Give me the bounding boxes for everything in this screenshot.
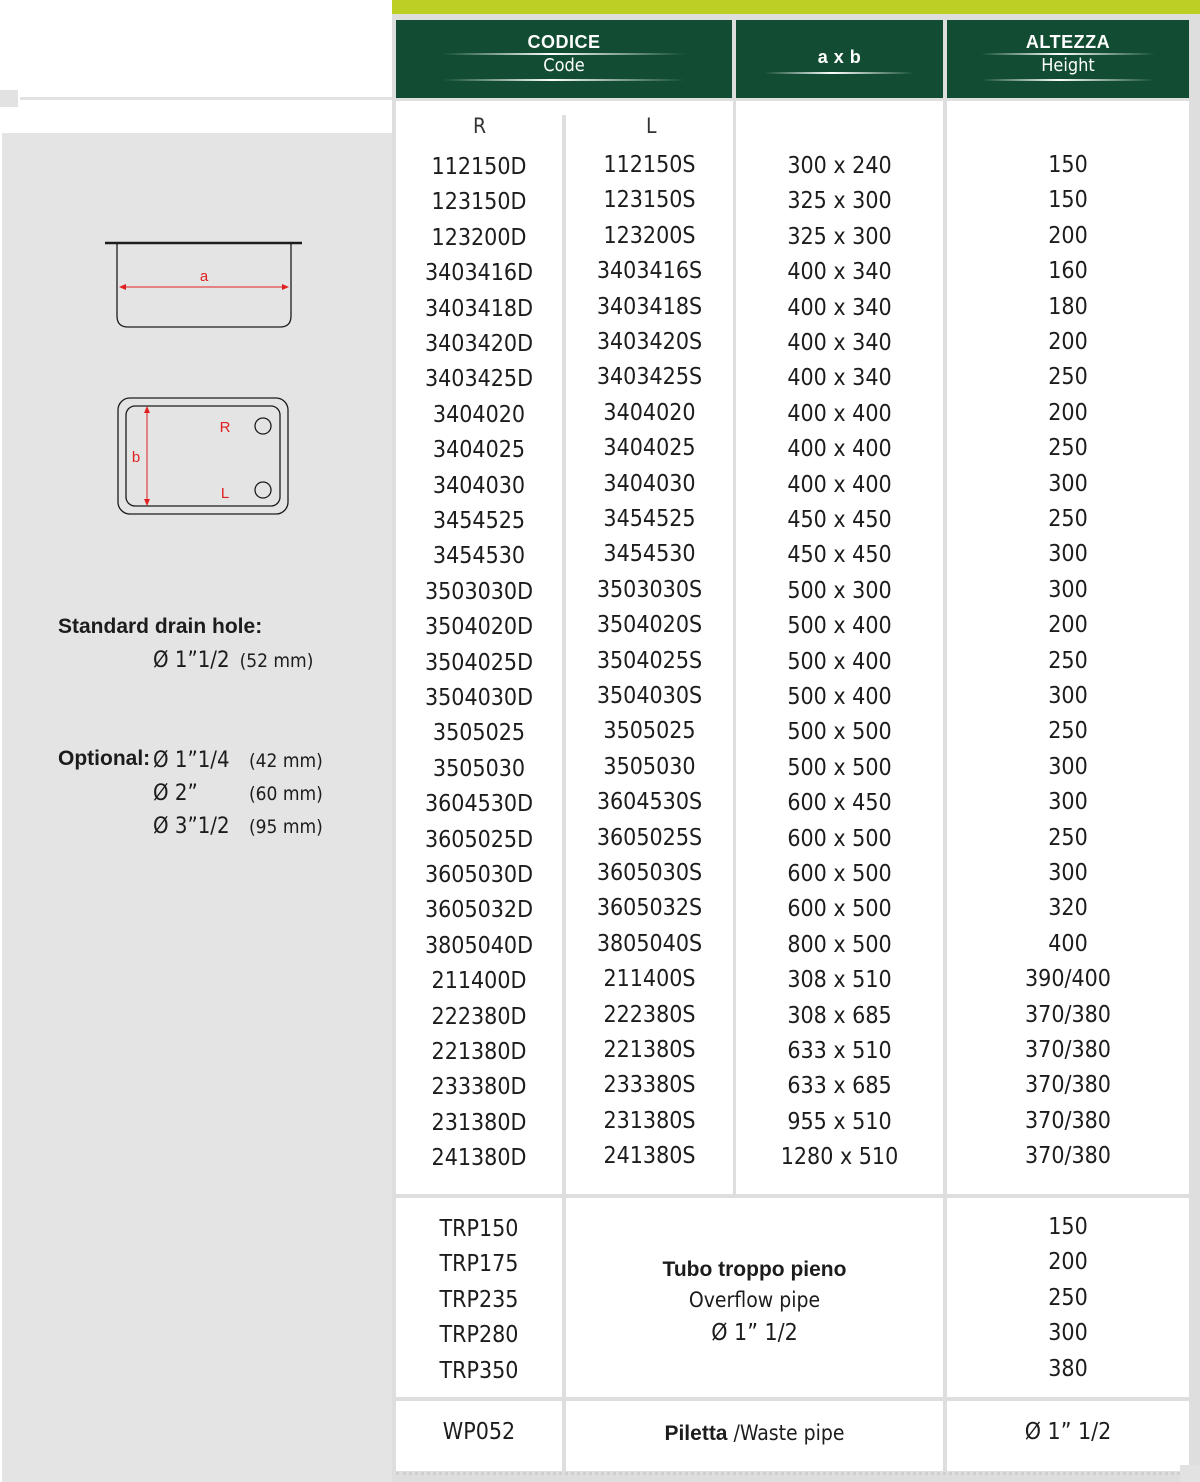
row-code-l: 123200S [603,222,696,249]
row-code-r: 222380D [431,1003,527,1030]
row-code-l: 3403418S [596,293,703,320]
row-code-l: 3605025S [596,824,703,851]
row-height: 150 [1048,152,1088,178]
row-size-axb: 400 x 340 [787,294,892,321]
left-drain-hole [255,482,271,498]
header-rule [20,97,392,100]
row-code-l: 3805040S [596,930,703,957]
row-height: 370/380 [1025,1037,1111,1063]
row-size-axb: 325 x 300 [787,188,892,215]
row-height: 370/380 [1025,1072,1111,1099]
overflow-height: 300 [1048,1320,1088,1347]
row-height: 300 [1048,576,1088,603]
overflow-diameter: Ø 1” 1/2 [711,1320,798,1346]
row-size-axb: 500 x 400 [787,613,892,640]
row-code-r: 3505030 [432,755,526,782]
overflow-subtitle: Overflow pipe [688,1288,821,1312]
row-height: 200 [1048,612,1088,639]
row-size-axb: 500 x 400 [787,684,892,710]
row-size-axb: 308 x 510 [787,967,892,994]
optional-drain-diameter: Ø 1”1/4 [153,748,230,773]
row-code-r: 123150D [431,189,527,216]
overflow-height: 150 [1048,1214,1088,1240]
row-size-axb: 400 x 400 [787,400,892,427]
row-size-axb: 600 x 500 [787,861,892,887]
row-code-l: 3504025S [596,647,703,674]
overflow-height: 200 [1048,1249,1088,1276]
overflow-height: 380 [1048,1355,1088,1382]
row-height: 300 [1048,683,1088,709]
row-code-l: 211400S [603,966,696,993]
optional-drain-mm: (42 mm) [249,750,323,772]
row-height: 390/400 [1025,966,1111,993]
dimension-a-label: a [199,268,209,285]
accent-bar [392,0,1200,14]
row-code-r: 241380D [431,1145,527,1172]
dimension-b-label: b [131,449,141,466]
row-size-axb: 400 x 340 [787,330,892,356]
standard-drain-diameter: Ø 1”1/2 [153,648,230,673]
row-size-axb: 600 x 500 [787,896,892,923]
row-size-axb: 600 x 500 [787,825,892,852]
row-code-l: 3404030 [603,470,696,497]
row-code-r: 3404025 [432,437,526,464]
row-code-l: 3404025 [603,435,696,462]
row-code-l: 3505030 [603,753,696,780]
row-code-r: 3403420D [424,331,534,357]
row-code-r: 3605025D [424,826,534,853]
right-drain-label: R [219,419,231,436]
row-code-l: 221380S [603,1037,696,1063]
row-size-axb: 325 x 300 [787,223,892,250]
header-swoosh [443,53,685,55]
row-size-axb: 500 x 300 [787,577,892,604]
row-size-axb: 1280 x 510 [780,1144,899,1171]
header-swoosh [443,79,685,81]
optional-drain-diameter: Ø 3”1/2 [153,814,230,839]
row-code-l: 3505025 [603,718,696,745]
row-code-l: 3503030S [596,576,703,603]
row-code-r: 3504025D [424,649,534,676]
header-swoosh [981,53,1155,55]
header-altezza [947,20,1189,98]
header-codice [396,20,732,98]
subheader-r: R [473,114,487,138]
row-height: 180 [1048,293,1088,320]
optional-label: Optional: [58,747,151,770]
row-code-l: 3404020 [603,399,696,426]
optional-drain-row [153,748,323,773]
waste-subtitle: /Waste pipe [733,1421,845,1445]
row-height: 200 [1048,399,1088,426]
row-code-r: 3403416D [424,260,534,287]
standard-drain-mm: (52 mm) [239,650,314,672]
row-code-r: 3454525 [432,508,526,534]
row-size-axb: 800 x 500 [787,931,892,958]
right-drain-hole [255,418,271,434]
row-height: 250 [1048,647,1088,674]
row-code-r: 3604530D [424,791,534,818]
row-height: 160 [1048,258,1088,285]
row-code-l: 222380S [603,1001,696,1028]
row-height: 250 [1048,824,1088,851]
row-size-axb: 633 x 685 [787,1073,892,1100]
row-height: 370/380 [1025,1001,1111,1028]
overflow-code: TRP280 [439,1322,519,1349]
row-code-r: 3605030D [424,862,534,888]
standard-drain-title: Standard drain hole: [58,615,263,638]
sink-top-diagram [112,392,296,522]
row-code-r: 3605032D [424,897,534,924]
row-code-l: 241380S [603,1143,696,1170]
row-code-r: 3504020D [424,614,534,641]
row-height: 300 [1048,470,1088,497]
row-code-l: 3403416S [596,258,703,285]
row-code-l: 233380S [603,1072,696,1099]
row-code-l: 231380S [603,1107,696,1134]
row-code-r: 231380D [431,1109,527,1136]
row-size-axb: 600 x 450 [787,790,892,817]
optional-drain-mm: (60 mm) [249,783,323,805]
header-swoosh [981,79,1155,81]
row-size-axb: 955 x 510 [787,1108,892,1135]
header-height-subtitle: Height [1041,55,1095,76]
header-axb-title: a x b [817,47,862,67]
row-height: 300 [1048,789,1088,816]
header-axb [736,20,943,98]
row-code-l: 3605032S [596,895,703,922]
row-size-axb: 400 x 400 [787,436,892,463]
waste-title: Piletta [664,1422,728,1445]
row-code-l: 3454525 [603,506,696,532]
row-code-r: 3504030D [424,685,534,711]
row-code-l: 3403420S [596,329,703,355]
row-height: 300 [1048,860,1088,886]
row-height: 200 [1048,329,1088,355]
row-height: 250 [1048,718,1088,745]
row-height: 370/380 [1025,1107,1111,1134]
row-code-r: 3454530 [432,543,526,570]
row-height: 250 [1048,364,1088,391]
row-code-r: 233380D [431,1074,527,1101]
row-size-axb: 400 x 400 [787,471,892,498]
row-size-axb: 300 x 240 [787,153,892,179]
row-height: 400 [1048,930,1088,957]
row-code-l: 3504030S [596,683,703,709]
left-drain-label: L [220,485,230,502]
row-height: 150 [1048,187,1088,214]
overflow-code: TRP350 [439,1357,519,1384]
corner-tab [0,90,18,107]
row-code-l: 3454530 [603,541,696,568]
corner-tab [1180,1465,1200,1482]
row-size-axb: 633 x 510 [787,1038,892,1064]
row-height: 370/380 [1025,1143,1111,1170]
row-size-axb: 500 x 500 [787,754,892,781]
overflow-title: Tubo troppo pieno [662,1258,847,1281]
row-height: 250 [1048,435,1088,462]
row-code-r: 211400D [431,968,527,995]
divider-gap [562,101,566,115]
row-height: 300 [1048,541,1088,568]
optional-drain-mm: (95 mm) [249,816,323,838]
overflow-code: TRP175 [439,1251,519,1278]
overflow-code: TRP150 [439,1216,519,1242]
row-code-r: 3805040D [424,932,534,959]
row-code-r: 3403418D [424,295,534,322]
row-height: 320 [1048,895,1088,922]
row-code-r: 3505025 [432,720,526,747]
optional-drain-diameter: Ø 2” [153,781,198,806]
row-size-axb: 500 x 400 [787,648,892,675]
overflow-code: TRP235 [439,1286,519,1313]
row-code-l: 3604530S [596,789,703,816]
row-code-l: 3504020S [596,612,703,639]
row-code-l: 3605030S [596,860,703,886]
overflow-height: 250 [1048,1284,1088,1311]
optional-drain-row [153,781,323,806]
row-code-r: 221380D [431,1039,527,1065]
row-size-axb: 450 x 450 [787,507,892,533]
row-size-axb: 450 x 450 [787,542,892,569]
header-code-subtitle: Code [543,55,585,76]
waste-code: WP052 [442,1419,516,1445]
row-size-axb: 400 x 340 [787,259,892,286]
row-size-axb: 500 x 500 [787,719,892,746]
row-size-axb: 400 x 340 [787,365,892,392]
row-height: 200 [1048,222,1088,249]
row-code-l: 112150S [603,152,696,178]
waste-diameter: Ø 1” 1/2 [1024,1419,1112,1445]
optional-drain-row [153,814,323,839]
header-codice-title: CODICE [527,32,601,52]
header-altezza-title: ALTEZZA [1025,32,1111,52]
header-swoosh [765,72,914,74]
row-height: 300 [1048,753,1088,780]
row-code-r: 3404030 [432,472,526,499]
row-code-r: 3403425D [424,366,534,393]
row-code-r: 3503030D [424,578,534,605]
row-code-l: 123150S [603,187,696,214]
row-code-l: 3403425S [596,364,703,391]
row-code-r: 123200D [431,224,527,251]
row-size-axb: 308 x 685 [787,1002,892,1029]
sink-side-diagram [100,236,310,336]
waste-description [566,1420,943,1447]
standard-drain-value [153,648,313,673]
row-code-r: 3404020 [432,401,526,428]
subheader-l: L [646,114,657,138]
dotted-footer-rule [396,1472,1186,1475]
row-height: 250 [1048,506,1088,532]
row-code-r: 112150D [431,154,527,180]
